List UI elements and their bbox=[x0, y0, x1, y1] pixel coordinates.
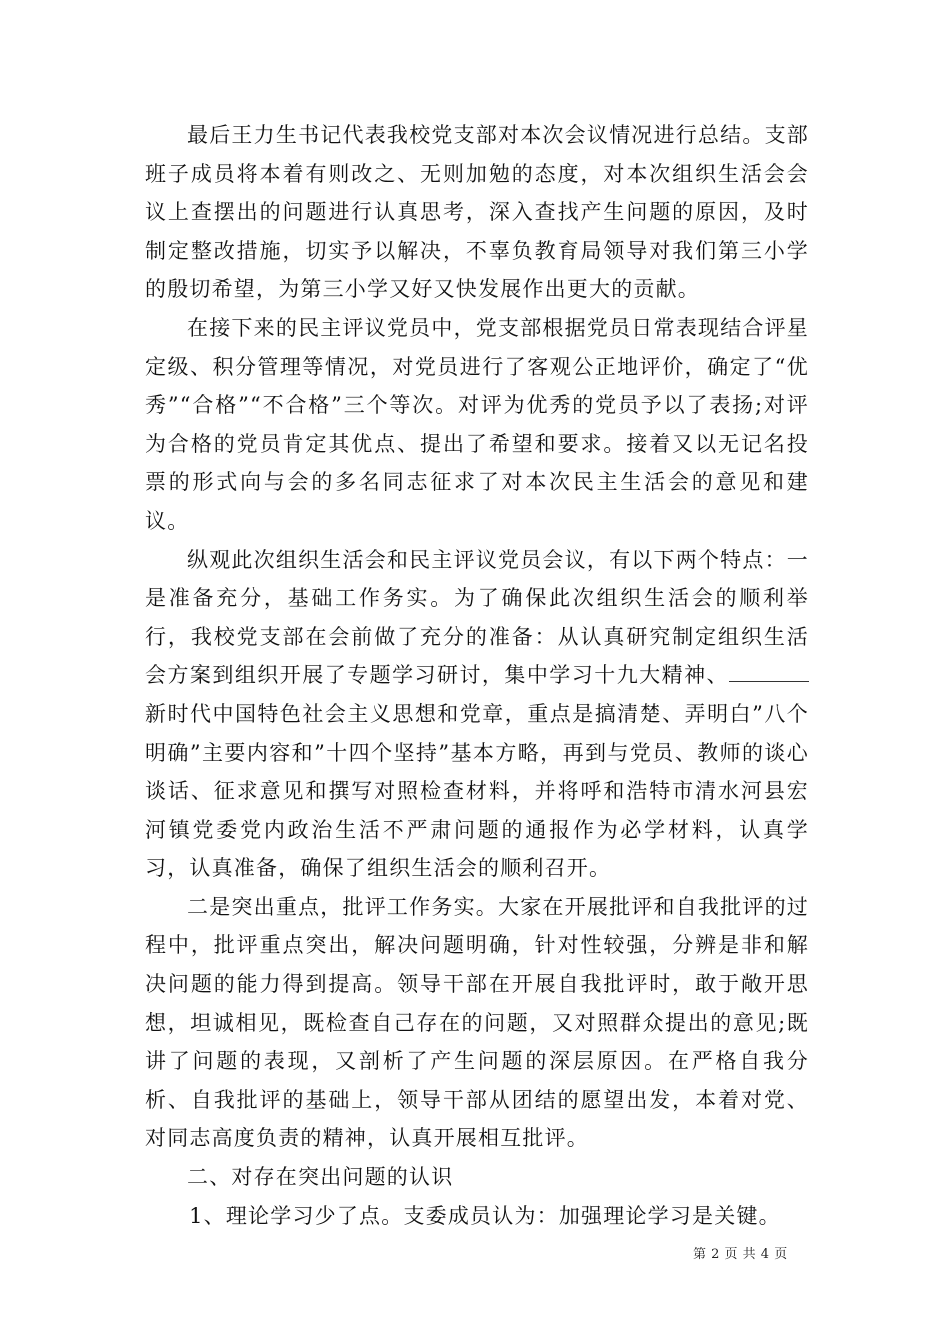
paragraph-characteristics-part2: 新时代中国特色社会主义思想和党章，重点是搞清楚、弄明白”八个明确”主要内容和”十四个坚持”基本方略，再到与党员、教师的谈心谈话、征求意见和撰写对照检查材料，并将呼和浩特市清水河县宏河镇党委党内政治生活不严肃问题的通报作为必学材料，认真学习，认真准备，确保了组织生活会的顺利召开。 bbox=[145, 701, 809, 881]
paragraph-characteristics bbox=[145, 541, 809, 888]
section-heading: 二、对存在突出问题的认识 bbox=[187, 1165, 454, 1190]
paragraph-key-points: 二是突出重点，批评工作务实。大家在开展批评和自我批评的过程中，批评重点突出，解决问题明确，针对性较强，分辨是非和解决问题的能力得到提高。领导干部在开展自我批评时，敢于敞开思想，坦诚相见，既检查自己存在的问题，又对照群众提出的意见;既讲了问题的表现，又剖析了产生问题的深层原因。在严格自我分析、自我批评的基础上，领导干部从团结的愿望出发，本着对党、对同志高度负责的精神，认真开展相互批评。 bbox=[145, 894, 809, 1151]
page-indicator: 第 2 页 共 4 页 bbox=[693, 1247, 788, 1262]
paragraph-evaluation: 在接下来的民主评议党员中，党支部根据党员日常表现结合评星定级、积分管理等情况，对党员进行了客观公正地评价，确定了“优秀”“合格”“不合格”三个等次。对评为优秀的党员予以了表扬;对评为合格的党员肯定其优点、提出了希望和要求。接着又以无记名投票的形式向与会的多名同志征求了对本次民主生活会的意见和建议。 bbox=[145, 315, 809, 533]
list-item: 1、理论学习少了点。支委成员认为：加强理论学习是关键。 bbox=[189, 1203, 781, 1228]
paragraph-summary: 最后王力生书记代表我校党支部对本次会议情况进行总结。支部班子成员将本着有则改之、无则加勉的态度，对本次组织生活会会议上查摆出的问题进行认真思考，深入查找产生问题的原因，及时制定整改措施，切实予以解决，不辜负教育局领导对我们第三小学的殷切希望，为第三小学又好又快发展作出更大的贡献。 bbox=[145, 123, 809, 302]
document-body bbox=[145, 116, 809, 1235]
fill-in-blank bbox=[729, 662, 809, 682]
paragraph-characteristics-part1: 纵观此次组织生活会和民主评议党员会议，有以下两个特点：一是准备充分，基础工作务实。为了确保此次组织生活会的顺利举行，我校党支部在会前做了充分的准备：从认真研究制定组织生活会方案到组织开展了专题学习研讨，集中学习十九大精神、 bbox=[145, 547, 809, 688]
